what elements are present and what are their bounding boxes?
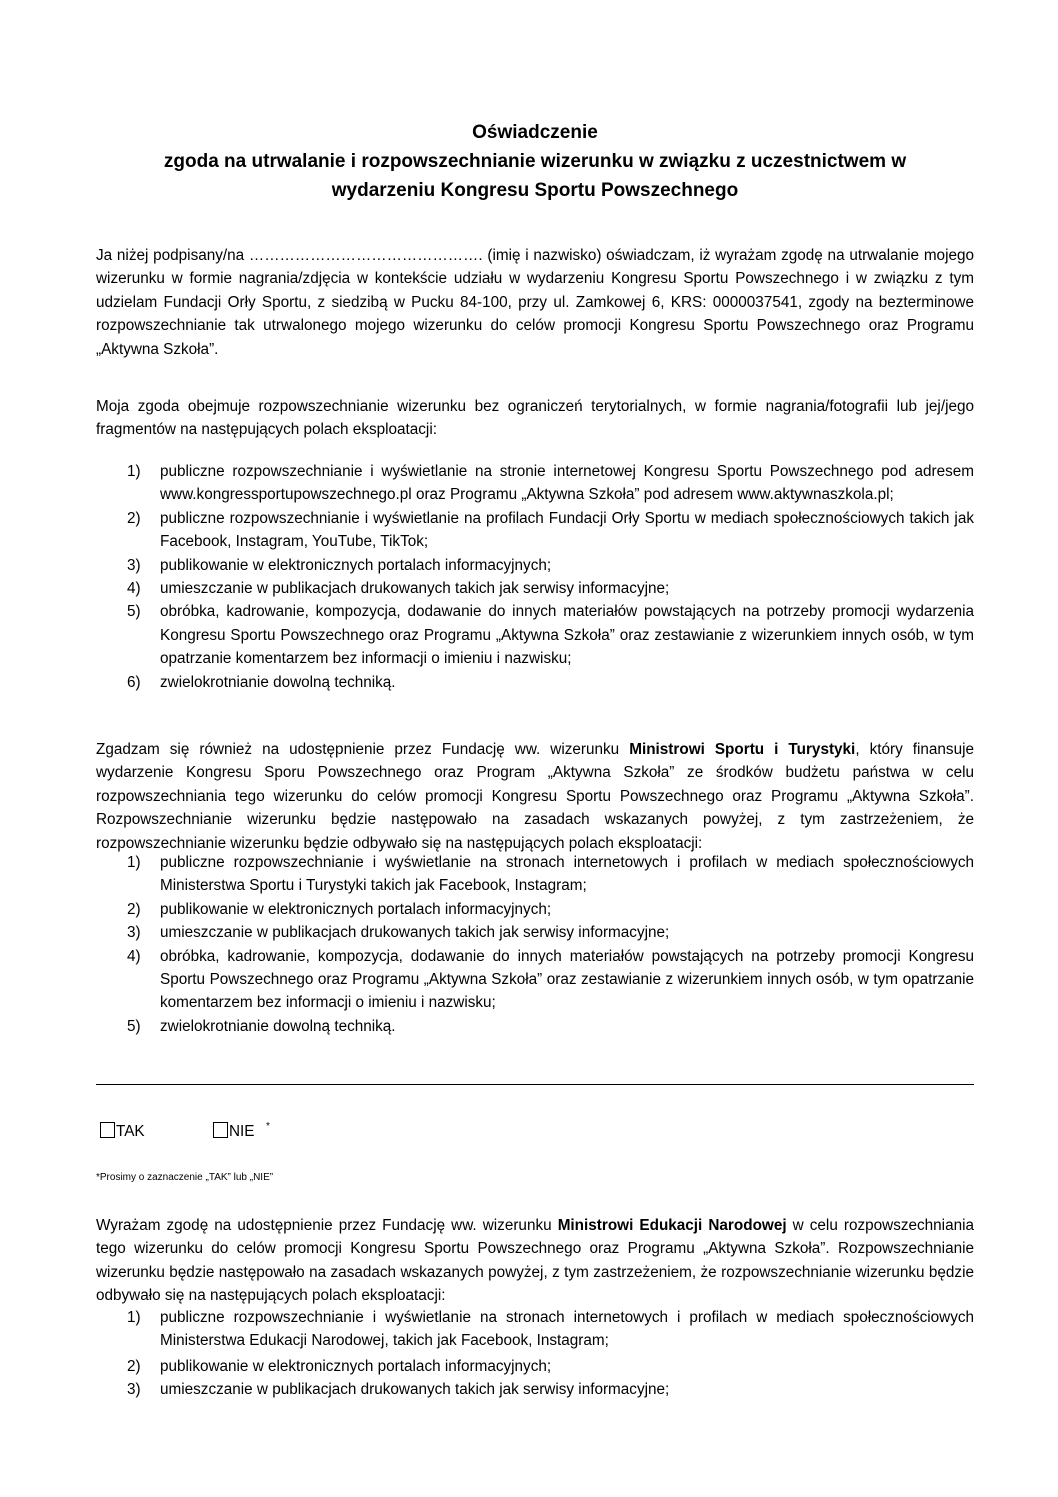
list-item-text: publiczne rozpowszechnianie i wyświetlanie na stronach internetowych i profilach w mediach społecznościowych Ministerstwa Sportu i Turystyki takich jak Facebook, Instagram;: [160, 854, 974, 895]
intro-paragraph: Ja niżej podpisany/na ………………………………………. (imię i nazwisko) oświadczam, iż wyrażam zgodę na utrwalanie mojego wizerunku w formie nagrania/zdjęcia w kontekście udziału w wydarzeniu Kongresu Sportu Powszechnego i w związku z tym udzielam Fundacji Orły Sportu, z siedzibą w Pucku 84-100, przy ul. Zamkowej 6, KRS: 0000037541, zgody na bezterminowe rozpowszechnianie tak utrwalonego mojego wizerunku do celów promocji Kongresu Sportu Powszechnego oraz Programu „Aktywna Szkoła”.: [96, 247, 974, 358]
list-item: [96, 851, 974, 898]
ministry-education-text-after: w celu rozpowszechniania tego wizerunku do celów promocji Kongresu Sportu Powszechnego oraz Programu „Aktywna Szkoła”. Rozpowszechnianie wizerunku będzie następowało na zasadach wskazanych powyżej, z tym zastrzeżeniem, że rozpowszechnianie wizerunku będzie odbywało się na następujących polach eksploatacji:: [96, 1217, 974, 1305]
footnote-asterisk: *: [266, 1121, 270, 1132]
list-item: [96, 1378, 974, 1401]
exploitation-list-ministry-sport: [96, 851, 974, 1038]
ministry-sport-text-after: , który finansuje wydarzenie Kongresu Sporu Powszechnego oraz Program „Aktywna Szkoła” ze środków budżetu państwa w celu rozpowszechniania tego wizerunku do celów promocji Kongresu Sportu Powszechnego oraz Programu „Aktywna Szkoła”. Rozpowszechnianie wizerunku będzie następowało na zasadach wskazanych powyżej, z tym zastrzeżeniem, że rozpowszechnianie wizerunku będzie odbywało się na następujących polach eksploatacji:: [96, 741, 974, 852]
list-item: [96, 600, 974, 670]
list-item-number: 1): [127, 463, 141, 480]
list-item: [96, 1015, 974, 1038]
list-item-number: 5): [127, 1017, 141, 1035]
list-item-text: obróbka, kadrowanie, kompozycja, dodawanie do innych materiałów powstających na potrzeby promocji Kongresu Sportu Powszechnego oraz Programu „Aktywna Szkoła” oraz zestawianie z wizerunkiem innych osób, w tym opatrzanie komentarzem bez informacji o imieniu i nazwisku;: [160, 947, 974, 1012]
list-item-number: 5): [127, 603, 141, 621]
footnote: *Prosimy o zaznaczenie „TAK” lub „NIE”: [96, 1172, 274, 1183]
list-item-number: 3): [127, 1381, 141, 1399]
list-item-number: 3): [127, 556, 141, 574]
ministry-sport-text-before: Zgadzam się również na udostępnienie przez Fundację ww. wizerunku: [96, 741, 630, 758]
title-subheading-line2: wydarzeniu Kongresu Sportu Powszechnego: [331, 180, 739, 201]
list-item-text: zwielokrotnianie dowolną techniką.: [160, 1017, 396, 1035]
exploitation-list-ministry-education: [96, 1306, 974, 1402]
title-subheading-line1: zgoda na utrwalanie i rozpowszechnianie wizerunku w związku z uczestnictwem w: [163, 151, 907, 172]
list-item-number: 2): [127, 900, 141, 918]
list-item: [96, 460, 974, 507]
list-item-text: obróbka, kadrowanie, kompozycja, dodawanie do innych materiałów powstających na potrzeby promocji wydarzenia Kongresu Sportu Powszechnego oraz Programu „Aktywna Szkoła” oraz zestawianie z wizerunkiem innych osób, w tym opatrzanie komentarzem bez informacji o imieniu i nazwisku;: [160, 603, 974, 668]
nie-choice[interactable]: [213, 1120, 255, 1144]
list-item: [96, 671, 974, 694]
list-item-text: publiczne rozpowszechnianie i wyświetlanie na profilach Fundacji Orły Sportu w mediach społecznościowych takich jak Facebook, Instagram, YouTube, TikTok;: [160, 509, 974, 551]
list-item: [96, 1306, 974, 1353]
nie-label: NIE: [229, 1123, 255, 1140]
exploitation-list-foundation: [96, 460, 974, 694]
list-item-number: 4): [127, 580, 141, 598]
list-item-number: 4): [127, 947, 141, 965]
scope-paragraph: Moja zgoda obejmuje rozpowszechnianie wizerunku bez ograniczeń terytorialnych, w formie nagrania/fotografii lub jej/jego fragmentów na następujących polach eksploatacji:: [96, 398, 974, 439]
list-item-text: umieszczanie w publikacjach drukowanych takich jak serwisy informacyjne;: [160, 1381, 670, 1399]
list-item-text: umieszczanie w publikacjach drukowanych takich jak serwisy informacyjne;: [160, 580, 670, 598]
list-item: [96, 507, 974, 554]
ministry-sport-name: Ministrowi Sportu i Turystyki: [629, 741, 856, 758]
ministry-education-paragraph: [96, 1214, 974, 1308]
page-title: [96, 118, 974, 205]
tak-choice[interactable]: [100, 1120, 145, 1144]
list-item: [96, 898, 974, 921]
list-item-text: umieszczanie w publikacjach drukowanych takich jak serwisy informacyjne;: [160, 924, 670, 942]
list-item-text: publiczne rozpowszechnianie i wyświetlanie na stronach internetowych i profilach w mediach społecznościowych Ministerstwa Edukacji Narodowej, takich jak Facebook, Instagram;: [160, 1309, 974, 1350]
list-item: [96, 921, 974, 944]
list-item-text: publikowanie w elektronicznych portalach informacyjnych;: [160, 900, 552, 918]
list-item-text: publiczne rozpowszechnianie i wyświetlanie na stronie internetowej Kongresu Sportu Powszechnego pod adresem www.kongressportupowszechnego.pl oraz Programu „Aktywna Szkoła” pod adresem www.aktywnaszkola.pl;: [160, 463, 974, 504]
list-item-number: 1): [127, 854, 141, 871]
list-item: [96, 554, 974, 577]
list-item: [96, 577, 974, 600]
list-item-text: zwielokrotnianie dowolną techniką.: [160, 673, 396, 691]
nie-checkbox[interactable]: [213, 1122, 228, 1138]
ministry-education-name: Ministrowi Edukacji Narodowej: [557, 1217, 787, 1234]
title-heading: Oświadczenie: [472, 122, 598, 143]
list-item-text: publikowanie w elektronicznych portalach informacyjnych;: [160, 1357, 552, 1375]
list-item-number: 3): [127, 924, 141, 942]
ministry-sport-paragraph: [96, 738, 974, 855]
ministry-education-text-before: Wyrażam zgodę na udostępnienie przez Fundację ww. wizerunku: [96, 1217, 558, 1234]
list-item-number: 2): [127, 509, 141, 527]
section-divider: [96, 1084, 974, 1085]
list-item: [96, 1355, 974, 1378]
list-item: [96, 945, 974, 1015]
list-item-text: publikowanie w elektronicznych portalach informacyjnych;: [160, 556, 552, 574]
list-item-number: 1): [127, 1309, 141, 1326]
tak-checkbox[interactable]: [100, 1122, 115, 1138]
list-item-number: 6): [127, 673, 141, 691]
list-item-number: 2): [127, 1357, 141, 1375]
tak-label: TAK: [116, 1123, 145, 1140]
